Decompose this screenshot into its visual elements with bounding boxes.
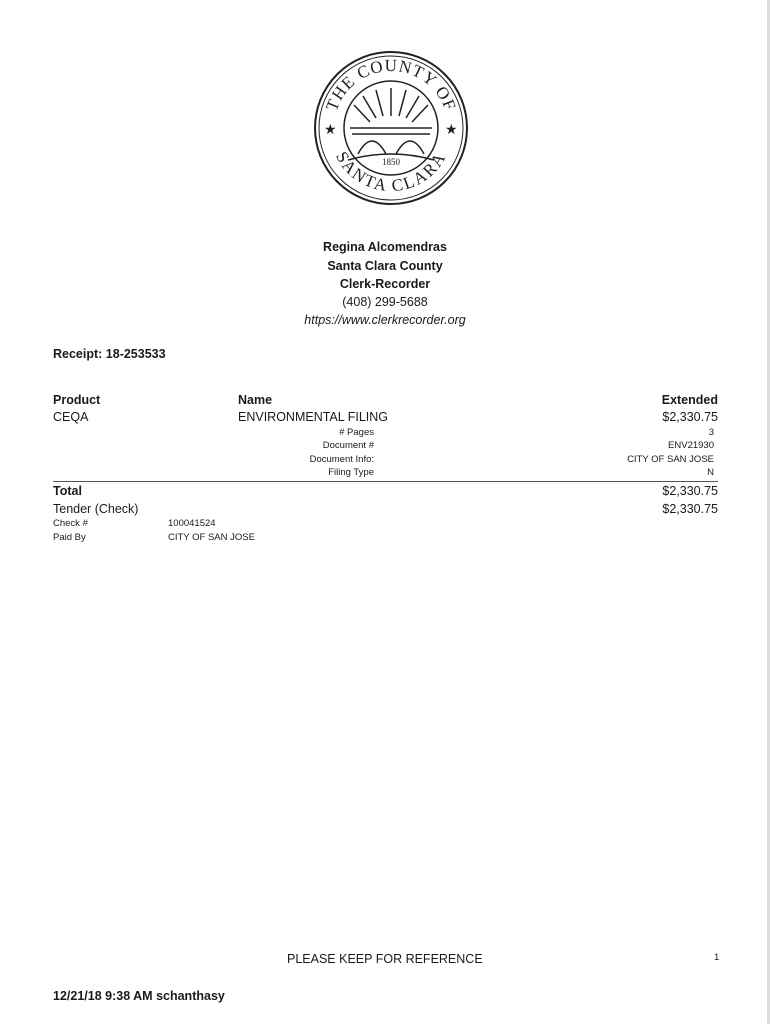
receipt-number: Receipt: 18-253533: [53, 347, 166, 361]
detail-pages-value: 3: [708, 427, 714, 438]
detail-document-label: Document #: [322, 440, 374, 451]
seal-top-text: THE COUNTY OF: [322, 55, 460, 114]
detail-document-value: ENV21930: [668, 440, 714, 451]
column-header-extended: Extended: [661, 393, 718, 407]
total-amount: $2,330.75: [662, 484, 718, 498]
paid-by-label: Paid By: [53, 532, 86, 543]
detail-filing-type-label: Filing Type: [328, 467, 374, 478]
total-label: Total: [53, 484, 82, 498]
section-divider: [53, 481, 718, 482]
seal-year: 1850: [382, 157, 400, 167]
line-product: CEQA: [53, 410, 89, 424]
office-name: Clerk-Recorder: [339, 277, 431, 291]
detail-info-label: Document Info:: [309, 454, 374, 465]
tender-amount: $2,330.75: [662, 502, 718, 516]
check-number-label: Check #: [53, 518, 88, 529]
paid-by-value: CITY OF SAN JOSE: [168, 532, 255, 543]
office-url: https://www.clerkrecorder.org: [304, 313, 466, 327]
office-phone: (408) 299-5688: [342, 295, 428, 309]
page-number: 1: [714, 952, 720, 963]
print-stamp: 12/21/18 9:38 AM schanthasy: [53, 989, 225, 1003]
line-name: ENVIRONMENTAL FILING: [238, 410, 389, 424]
column-header-name: Name: [238, 393, 273, 407]
svg-text:SANTA CLARA: [332, 148, 450, 195]
county-seal: [312, 44, 470, 212]
tender-label: Tender (Check): [53, 502, 139, 516]
check-number-value: 100041524: [168, 518, 216, 529]
detail-info-value: CITY OF SAN JOSE: [627, 454, 714, 465]
reference-note: PLEASE KEEP FOR REFERENCE: [287, 952, 483, 966]
recorder-name: Regina Alcomendras: [323, 240, 447, 254]
county-name: Santa Clara County: [327, 259, 443, 273]
seal-star-left-icon: ★: [324, 121, 337, 137]
column-header-product: Product: [53, 393, 101, 407]
line-amount: $2,330.75: [662, 410, 718, 424]
seal-star-right-icon: ★: [445, 121, 458, 137]
detail-pages-label: # Pages: [339, 427, 374, 438]
seal-bottom-text: SANTA CLARA: [331, 148, 451, 196]
detail-filing-type-value: N: [707, 467, 714, 478]
